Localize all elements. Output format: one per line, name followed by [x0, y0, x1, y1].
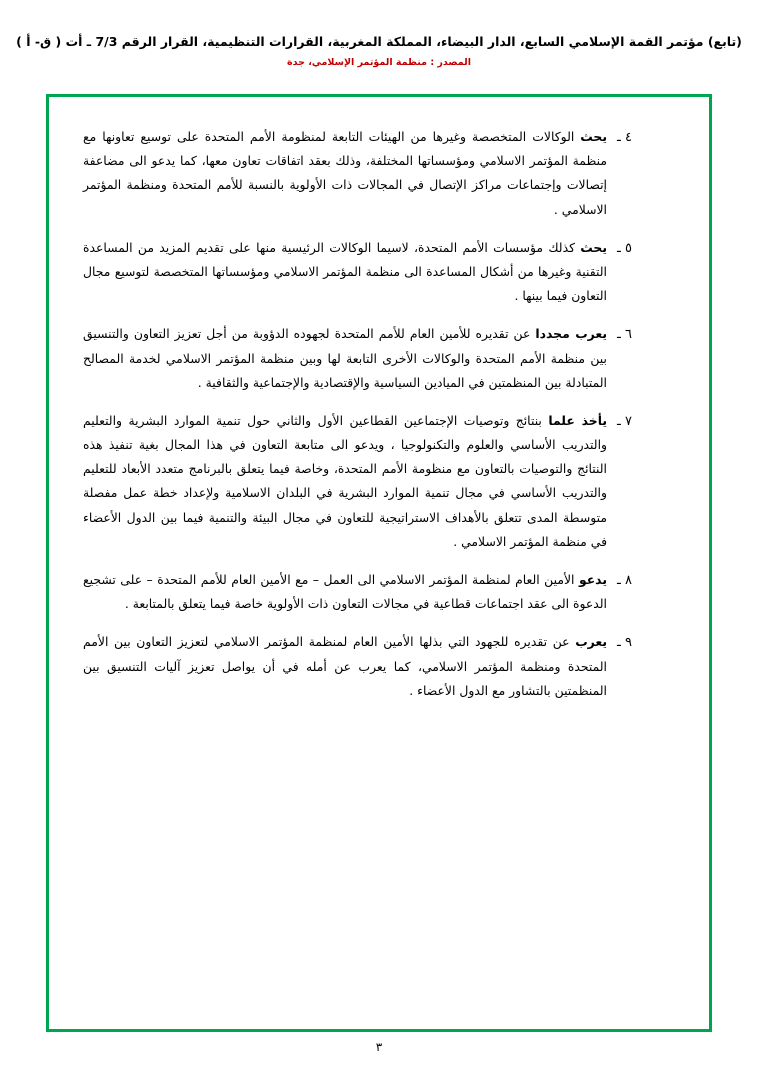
- clause-text: [83, 630, 607, 703]
- list-item: [83, 322, 671, 395]
- clause-body-text: عن تقديره للجهود التي بذلها الأمين العام لمنظمة المؤتمر الاسلامي لتعزيز التعاون بين الأمم المتحدة ومنظمة المؤتمر الاسلامي، كما يعرب عن أمله في أن يواصل تعزيز آليات التنسيق بين المنظمتين بالتشاور مع الدول الأعضاء .: [83, 634, 607, 698]
- clause-verb: يعرب: [575, 634, 607, 650]
- clause-text: [83, 125, 607, 222]
- clause-verb: يدعو: [578, 572, 607, 587]
- clause-number: ٩ ـ: [617, 635, 632, 651]
- clause-verb: يحث: [580, 239, 607, 255]
- clause-number: ٥ ـ: [617, 240, 632, 256]
- clause-number: ٦ ـ: [617, 327, 632, 343]
- page-number: ٣: [375, 1040, 383, 1054]
- clause-body-text: عن تقديره للأمين العام للأمم المتحدة لجهوده الدؤوبة من أجل تعزيز التعاون والتنسيق بين منظمة الأمم المتحدة والوكالات الأخرى التابعة لها وبين منظمة المؤتمر الاسلامي لخدمة المصالح المتبادلة بين المنظمتين في الميادين السياسية والإقتصادية والإجتماعية والثقافية .: [83, 326, 607, 390]
- clause-body-text: كذلك مؤسسات الأمم المتحدة، لاسيما الوكالات الرئيسية منها على تقديم المزيد من المساعدة التقنية وغيرها من أشكال المساعدة الى منظمة المؤتمر الاسلامي ومؤسساتها المتخصصة لتوسيع مجال التعاون فيما بينها .: [83, 239, 607, 304]
- clause-verb: يعرب مجددا: [535, 326, 608, 342]
- clause-text: [83, 409, 607, 554]
- content-frame: [46, 94, 712, 1032]
- clause-text: [83, 322, 607, 395]
- clause-number: ٧ ـ: [617, 413, 632, 429]
- clause-number: ٨ ـ: [617, 573, 632, 588]
- clause-body-text: الوكالات المتخصصة وغيرها من الهيئات التابعة لمنظومة الأمم المتحدة على توسيع تعاونها مع منظمة المؤتمر الاسلامي ومؤسساتها المختلفة، وذلك بعقد اتفاقات تعاون معها، كما يدعو الى مضاعفة إتصالات وإجتماعات مراكز الإتصال في المجالات ذات الأولوية بالنسبة للأمم المتحدة ومنظمة المؤتمر الاسلامي .: [83, 129, 607, 217]
- clause-text: [83, 568, 607, 616]
- page-header: [0, 0, 758, 68]
- list-item: [83, 409, 671, 554]
- clause-number: ٤ ـ: [617, 130, 632, 145]
- clause-verb: يحث: [580, 129, 607, 144]
- list-item: [83, 125, 671, 222]
- list-item: [83, 630, 671, 703]
- header-source: المصدر : منظمة المؤتمر الإسلامي، جدة: [287, 57, 471, 68]
- clause-body-text: بنتائج وتوصيات الإجتماعين القطاعين الأول والثاني حول تنمية الموارد البشرية والتعليم والتدريب الأساسي والعلوم والتكنولوجيا ، ويدعو الى متابعة التعاون في هذا المجال بغية تنفيذ هذه النتائج والتوصيات بالتعاون مع منظومة الأمم المتحدة، وخاصة فيما يتعلق بالبرنامج متعدد الأبعاد للتعليم والتدريب الأساسي في مجال تنمية الموارد البشرية في البلدان الاسلامية ولإعداد خطة عمل مفصلة متوسطة المدى تتعلق بالأهداف الاستراتيجية للتعاون في مجال البيئة والتنمية فيما بين الدول الأعضاء في منظمة المؤتمر الاسلامي .: [83, 412, 607, 549]
- clause-body-text: الأمين العام لمنظمة المؤتمر الاسلامي الى العمل – مع الأمين العام للأمم المتحدة – على تشجيع الدعوة الى عقد اجتماعات قطاعية في مجالات التعاون ذات الأولوية خاصة فيما يتعلق بالمتابعة .: [83, 572, 607, 612]
- header-title: (تابع) مؤتمر القمة الإسلامي السابع، الدار البيضاء، المملكة المغربية، القرارات التنظيمية، القرار الرقم 7/3 ـ أت ( ق- أ ): [16, 34, 742, 49]
- clause-list: [49, 97, 709, 737]
- list-item: [83, 236, 671, 309]
- list-item: [83, 568, 671, 616]
- clause-verb: يأخذ علما: [548, 412, 608, 428]
- clause-text: [83, 236, 607, 309]
